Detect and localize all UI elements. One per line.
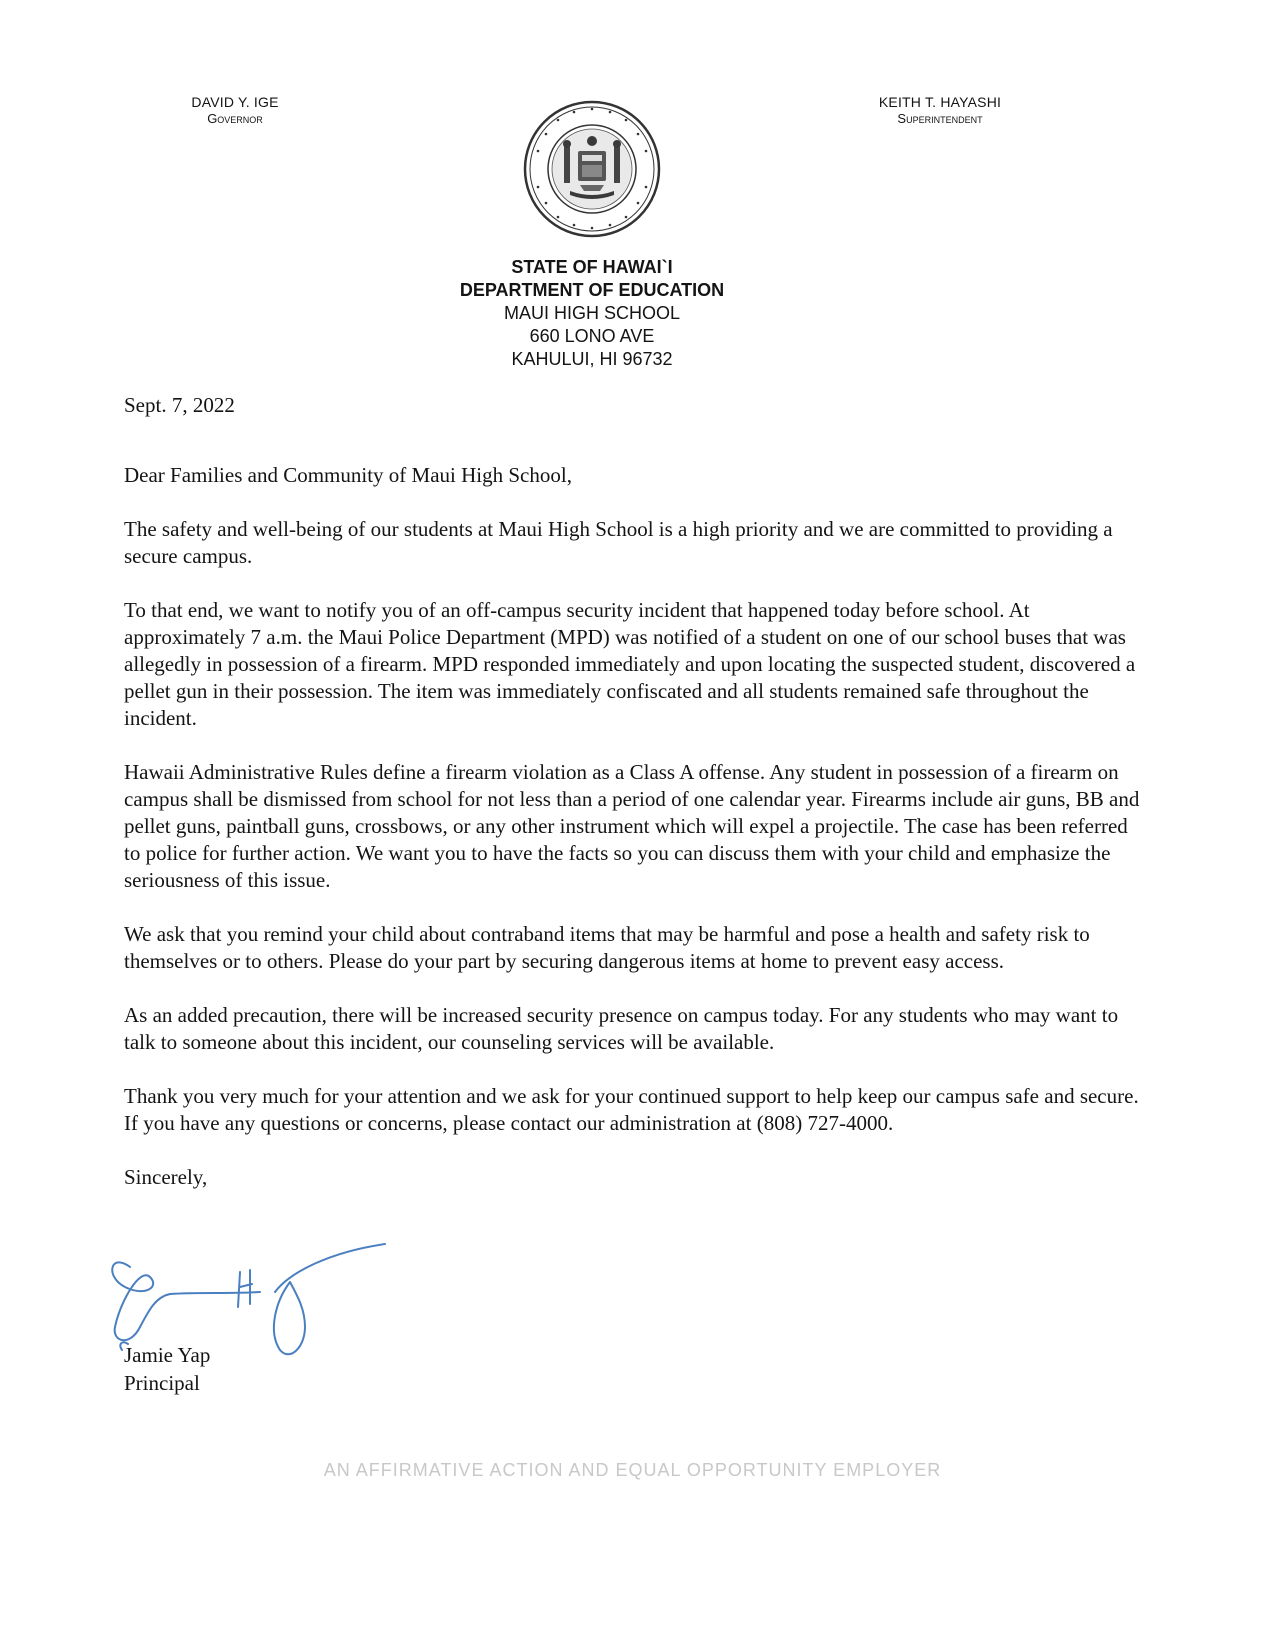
agency-state: STATE OF HAWAI`I xyxy=(511,257,673,277)
letter-body xyxy=(124,392,1144,1191)
footer-statement: AN AFFIRMATIVE ACTION AND EQUAL OPPORTUNITY EMPLOYER xyxy=(323,1460,942,1480)
paragraph: As an added precaution, there will be increased security presence on campus today. For any students who may want to talk to someone about this incident, our counseling services will be available. xyxy=(124,1003,1119,1054)
paragraph: We ask that you remind your child about contraband items that may be harmful and pose a health and safety risk to themselves or to others. Please do your part by securing dangerous items at home to prevent easy access. xyxy=(124,922,1090,973)
superintendent-name: KEITH T. HAYASHI xyxy=(878,94,1002,110)
agency-street: 660 LONO AVE xyxy=(529,326,655,346)
agency-address xyxy=(392,256,792,371)
letter-salutation: Dear Families and Community of Maui High School, xyxy=(124,463,572,487)
paragraph: To that end, we want to notify you of an off-campus security incident that happened today before school. At approximately 7 a.m. the Maui Police Department (MPD) was notified of a student on one of our school buses that was allegedly in possession of a firearm. MPD responded immediately and upon locating the suspected student, discovered a pellet gun in their possession. The item was immediately confiscated and all students remained safe throughout the incident. xyxy=(124,598,1136,730)
superintendent-block xyxy=(860,94,1020,127)
signer-name: Jamie Yap xyxy=(124,1343,211,1367)
paragraph: Hawaii Administrative Rules define a firearm violation as a Class A offense. Any student in possession of a firearm on campus shall be dismissed from school for not less than a period of one calendar year. Firearms include air guns, BB and pellet guns, paintball guns, crossbows, or any other instrument which will expel a projectile. The case has been referred to police for further action. We want you to have the facts so you can discuss them with your child and emphasize the seriousness of this issue. xyxy=(124,760,1140,892)
signer-title: Principal xyxy=(124,1371,200,1395)
letter-closing: Sincerely, xyxy=(124,1165,208,1189)
agency-department: DEPARTMENT OF EDUCATION xyxy=(459,280,725,300)
paragraph: Thank you very much for your attention and we ask for your continued support to help keep our campus safe and secure. If you have any questions or concerns, please contact our administration at (808) 727-4000. xyxy=(124,1084,1139,1135)
signer-block xyxy=(124,1341,210,1397)
governor-title: Governor xyxy=(207,111,263,127)
agency-school: MAUI HIGH SCHOOL xyxy=(503,303,681,323)
letter-date: Sept. 7, 2022 xyxy=(124,393,235,417)
governor-block xyxy=(175,94,295,127)
superintendent-title: Superintendent xyxy=(897,111,983,127)
governor-name: DAVID Y. IGE xyxy=(191,94,279,110)
state-seal-icon xyxy=(522,99,662,239)
paragraph: The safety and well-being of our students at Maui High School is a high priority and we are committed to providing a secure campus. xyxy=(124,517,1113,568)
agency-city: KAHULUI, HI 96732 xyxy=(511,349,673,369)
